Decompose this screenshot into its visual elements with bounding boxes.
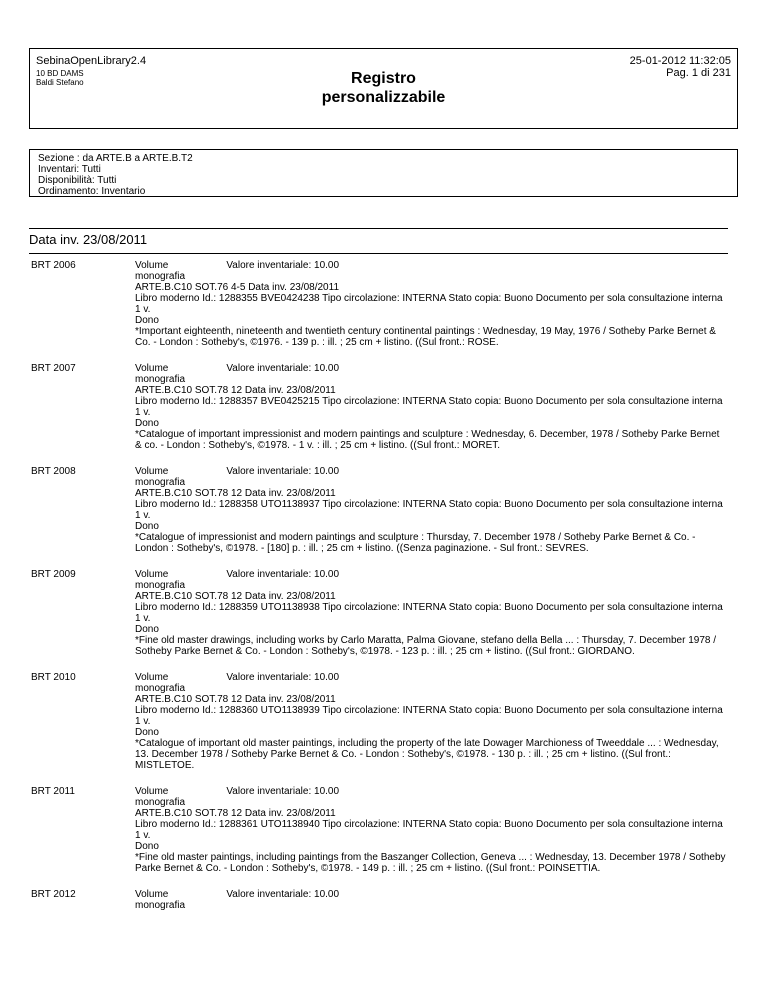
inventory-entry [29, 363, 728, 451]
copy-details: Libro moderno Id.: 1288358 UTO1138937 Tipo circolazione: INTERNA Stato copia: Buono Documento per sola consultazione interna [135, 499, 723, 510]
bibliographic-description: *Fine old master drawings, including works by Carlo Maratta, Palma Giovane, stefano della Bella ... : Thursday, 7. December 1978 / Sotheby Parke Bernet & Co. - London : Sotheby's, ©1978. - 123 p. : ill. ; 25 cm + listino. ((Sul front.: GIORDANO. [135, 635, 717, 657]
item-kind: monografia [135, 683, 186, 694]
filter-inventories: Inventari: Tutti [38, 164, 101, 175]
inventory-value: Valore inventariale: 10.00 [226, 569, 340, 580]
item-type: Volume [135, 363, 169, 374]
title-line-2: personalizzabile [321, 89, 446, 106]
filter-ordering: Ordinamento: Inventario [38, 186, 146, 197]
volume-count: 1 v. [135, 716, 151, 727]
print-datetime: 25-01-2012 11:32:05 [629, 55, 731, 67]
item-kind: monografia [135, 900, 186, 911]
item-kind: monografia [135, 374, 186, 385]
volume-count: 1 v. [135, 304, 151, 315]
item-type: Volume [135, 466, 169, 477]
title-line-1: Registro [351, 70, 416, 87]
volume-count: 1 v. [135, 613, 151, 624]
print-info [630, 55, 731, 79]
item-type: Volume [135, 889, 169, 900]
inventory-entry [29, 466, 728, 554]
collocation: ARTE.B.C10 SOT.78 12 Data inv. 23/08/2011 [135, 591, 336, 602]
acquisition-type: Dono [135, 315, 159, 326]
bibliographic-description: *Catalogue of impressionist and modern paintings and sculpture : Thursday, 7. December 1978 / Sotheby Parke Bernet & Co. - London : Sotheby's, ©1978. - [180] p. : ill. ; 25 cm + listino. ((Senza paginazione. - Sul front.: SEVRES. [135, 532, 696, 554]
item-type: Volume [135, 672, 169, 683]
inventory-number: BRT 2009 [31, 569, 76, 580]
bibliographic-description: *Fine old master paintings, including paintings from the Baszanger Collection, Geneva ... : Wednesday, 13. December 1978 / Sotheby Parke Bernet & Co. - London : Sotheby's, ©1978. - 149 p. : ill. ; 25 cm + listino. ((Sul front.: POINSETTIA. [135, 852, 726, 874]
item-kind: monografia [135, 271, 186, 282]
inventory-number: BRT 2008 [31, 466, 76, 477]
copy-details: Libro moderno Id.: 1288360 UTO1138939 Tipo circolazione: INTERNA Stato copia: Buono Documento per sola consultazione interna [135, 705, 723, 716]
inventory-number: BRT 2012 [31, 889, 76, 900]
section-divider [29, 228, 728, 229]
copy-details: Libro moderno Id.: 1288361 UTO1138940 Tipo circolazione: INTERNA Stato copia: Buono Documento per sola consultazione interna [135, 819, 723, 830]
inventory-entry [29, 889, 728, 911]
inventory-number: BRT 2006 [31, 260, 76, 271]
item-kind: monografia [135, 477, 186, 488]
inventory-entry [29, 569, 728, 657]
acquisition-type: Dono [135, 418, 159, 429]
inventory-value: Valore inventariale: 10.00 [226, 889, 340, 900]
inventory-number: BRT 2010 [31, 672, 76, 683]
copy-details: Libro moderno Id.: 1288355 BVE0424238 Tipo circolazione: INTERNA Stato copia: Buono Documento per sola consultazione interna [135, 293, 723, 304]
inventory-entry [29, 260, 728, 348]
item-kind: monografia [135, 797, 186, 808]
acquisition-type: Dono [135, 727, 159, 738]
inventory-number: BRT 2007 [31, 363, 76, 374]
acquisition-type: Dono [135, 841, 159, 852]
app-name: SebinaOpenLibrary2.4 [36, 55, 147, 67]
filter-availability: Disponibilità: Tutti [38, 175, 117, 186]
report-header [29, 48, 738, 129]
section-title: Data inv. 23/08/2011 [29, 232, 148, 247]
bibliographic-description: *Catalogue of important impressionist and modern paintings and sculpture : Wednesday, 6. December, 1978 / Sotheby Parke Bernet & co. - London : Sotheby's, ©1978. - 1 v. : ill. ; 25 cm + listino. ((Sul front.: MORET. [135, 429, 720, 451]
item-type: Volume [135, 569, 169, 580]
inventory-value: Valore inventariale: 10.00 [226, 363, 340, 374]
inventory-number: BRT 2011 [31, 786, 75, 797]
collocation: ARTE.B.C10 SOT.78 12 Data inv. 23/08/2011 [135, 488, 336, 499]
filter-criteria [29, 149, 738, 197]
inventory-value: Valore inventariale: 10.00 [226, 786, 340, 797]
operator-name: Baldi Stefano [36, 78, 84, 87]
volume-count: 1 v. [135, 830, 151, 841]
inventory-value: Valore inventariale: 10.00 [226, 672, 340, 683]
inventory-value: Valore inventariale: 10.00 [226, 466, 340, 477]
volume-count: 1 v. [135, 407, 151, 418]
item-type: Volume [135, 260, 169, 271]
department: 10 BD DAMS [36, 69, 84, 78]
filter-section: Sezione : da ARTE.B a ARTE.B.T2 [38, 153, 193, 164]
inventory-entry [29, 672, 728, 771]
inventory-value: Valore inventariale: 10.00 [226, 260, 340, 271]
inventory-entry [29, 786, 728, 874]
item-kind: monografia [135, 580, 186, 591]
copy-details: Libro moderno Id.: 1288359 UTO1138938 Tipo circolazione: INTERNA Stato copia: Buono Documento per sola consultazione interna [135, 602, 723, 613]
bibliographic-description: *Important eighteenth, nineteenth and twentieth century continental paintings : Wednesday, 19 May, 1976 / Sotheby Parke Bernet & Co. - London : Sotheby's, ©1976. - 139 p. : ill. ; 25 cm + listino. ((Sul front.: ROSE. [135, 326, 716, 348]
volume-count: 1 v. [135, 510, 151, 521]
acquisition-type: Dono [135, 624, 159, 635]
bibliographic-description: *Catalogue of important old master paintings, including the property of the late Dowager Marchioness of Tweeddale ... : Wednesday, 13. December 1978 / Sotheby Parke Bernet & Co. - London : Sotheby's, ©1978. - 130 p. : ill. ; 25 cm + listino. ((Sul front.: MISTLETOE. [135, 738, 719, 771]
collocation: ARTE.B.C10 SOT.78 12 Data inv. 23/08/2011 [135, 808, 336, 819]
item-type: Volume [135, 786, 169, 797]
copy-details: Libro moderno Id.: 1288357 BVE0425215 Tipo circolazione: INTERNA Stato copia: Buono Documento per sola consultazione interna [135, 396, 723, 407]
collocation: ARTE.B.C10 SOT.76 4-5 Data inv. 23/08/2011 [135, 282, 340, 293]
section-underline [29, 253, 728, 254]
page-number: Pag. 1 di 231 [666, 67, 731, 79]
collocation: ARTE.B.C10 SOT.78 12 Data inv. 23/08/2011 [135, 694, 336, 705]
inventory-list [29, 260, 728, 926]
acquisition-type: Dono [135, 521, 159, 532]
collocation: ARTE.B.C10 SOT.78 12 Data inv. 23/08/2011 [135, 385, 336, 396]
